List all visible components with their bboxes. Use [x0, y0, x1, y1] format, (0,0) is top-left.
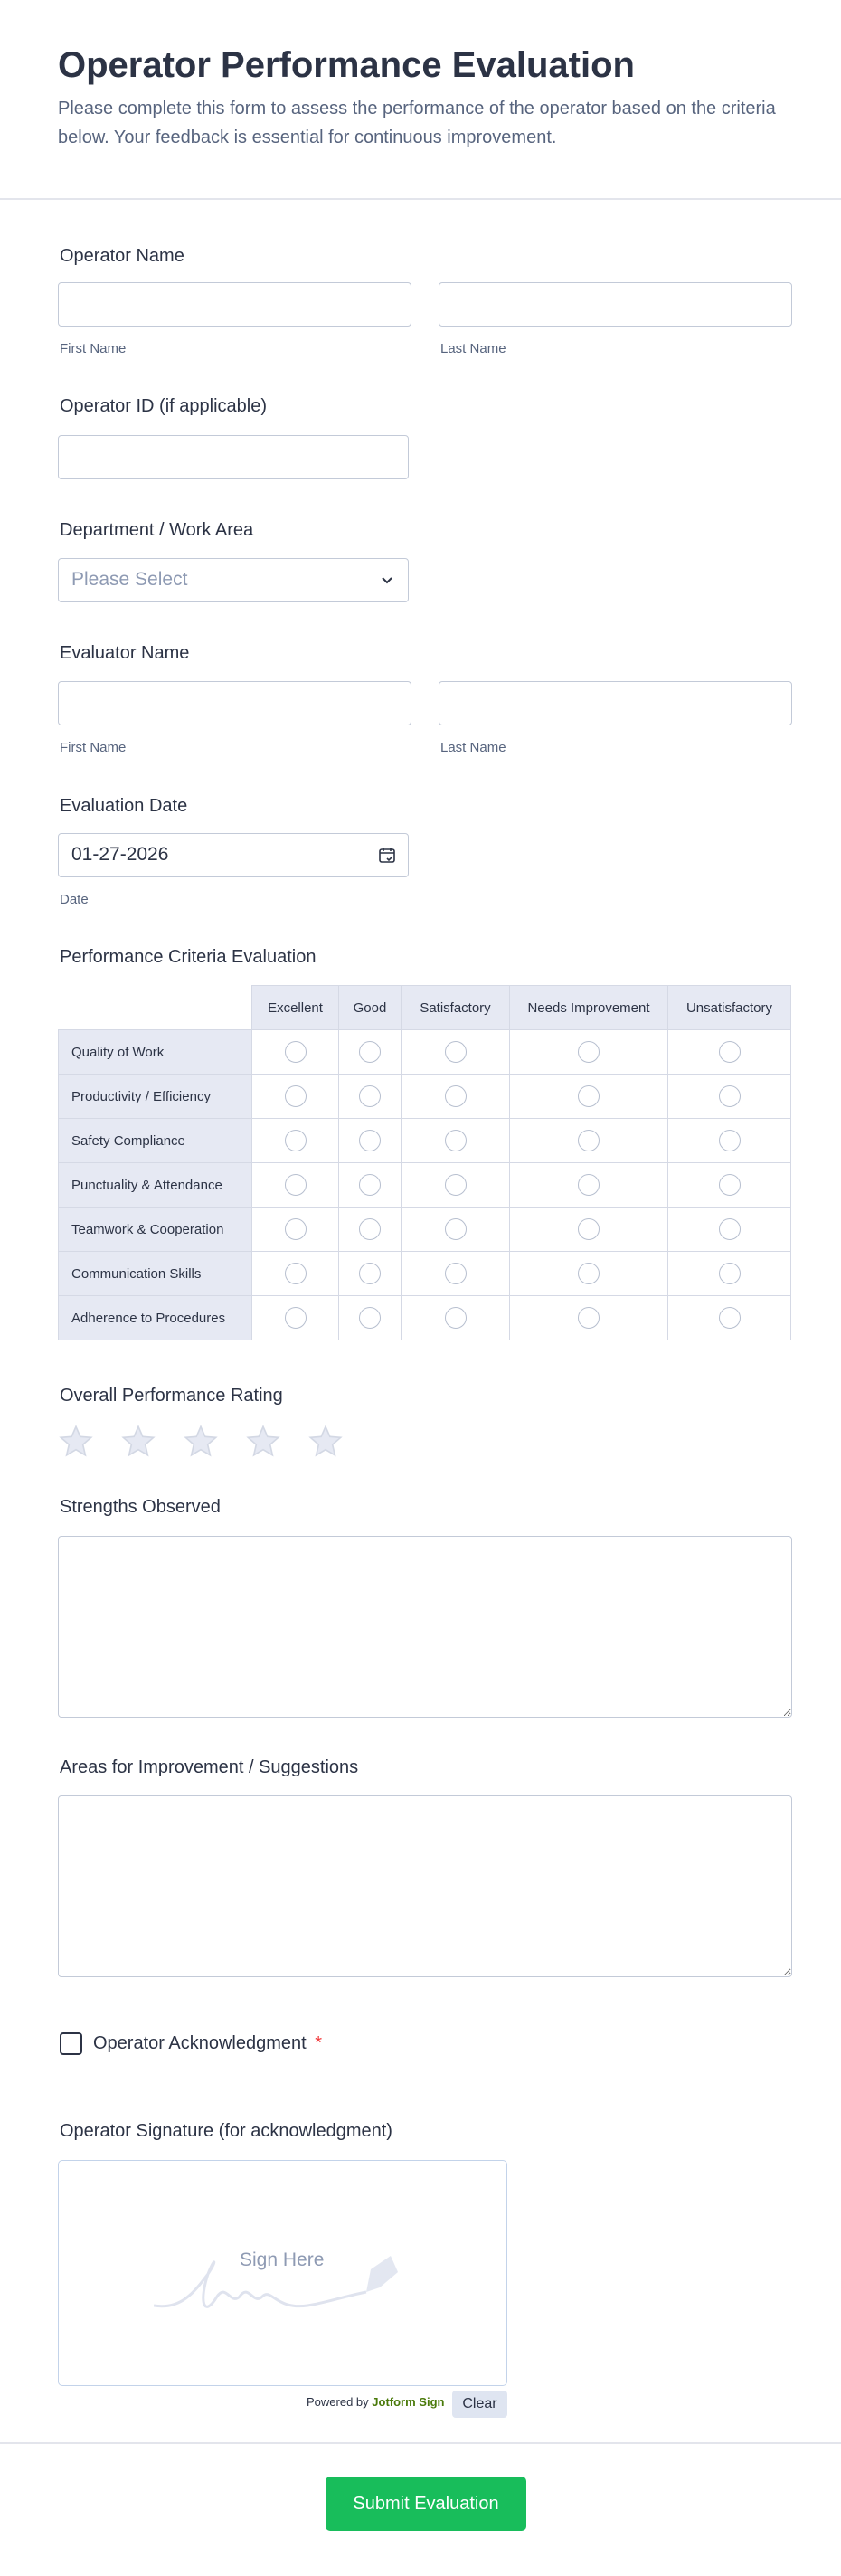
improvement-label: Areas for Improvement / Suggestions	[60, 1757, 359, 1777]
matrix-cell	[668, 1030, 791, 1075]
matrix-row-label: Adherence to Procedures	[59, 1296, 252, 1340]
evaluator-first-name-input[interactable]	[58, 681, 411, 725]
rating-radio[interactable]	[578, 1130, 600, 1151]
evaluation-date-input[interactable]	[58, 833, 409, 877]
page-title: Operator Performance Evaluation	[58, 45, 635, 85]
rating-label: Overall Performance Rating	[60, 1386, 283, 1406]
signature-label: Operator Signature (for acknowledgment)	[60, 2121, 392, 2141]
matrix-row	[59, 1030, 791, 1075]
operator-id-label: Operator ID (if applicable)	[60, 396, 267, 416]
department-selected: Please Select	[71, 569, 188, 590]
rating-radio[interactable]	[445, 1085, 467, 1107]
required-mark: *	[315, 2033, 323, 2053]
rating-radio[interactable]	[578, 1174, 600, 1196]
matrix-cell	[668, 1296, 791, 1340]
matrix-cell	[510, 1030, 668, 1075]
matrix-column-header: Good	[339, 986, 402, 1030]
star-icon[interactable]	[58, 1424, 94, 1460]
submit-button[interactable]: Submit Evaluation	[326, 2477, 526, 2531]
matrix-cell	[252, 1208, 339, 1252]
matrix-row	[59, 1252, 791, 1296]
matrix-cell	[668, 1252, 791, 1296]
matrix-cell	[339, 1075, 402, 1119]
calendar-icon[interactable]	[377, 845, 397, 865]
rating-radio[interactable]	[719, 1263, 741, 1284]
first-name-sublabel: First Name	[60, 341, 127, 356]
matrix-column-header: Needs Improvement	[510, 986, 668, 1030]
date-sublabel: Date	[60, 892, 89, 907]
page-description: Please complete this form to assess the performance of the operator based on the criteria below. Your feedback is essential for continuous improvement.	[58, 99, 776, 147]
matrix-cell	[252, 1252, 339, 1296]
acknowledgment-label: Operator Acknowledgment	[93, 2033, 307, 2053]
matrix-column-header: Unsatisfactory	[668, 986, 791, 1030]
matrix-cell	[339, 1119, 402, 1163]
rating-radio[interactable]	[578, 1041, 600, 1063]
matrix-cell	[668, 1208, 791, 1252]
matrix-cell	[402, 1252, 510, 1296]
matrix-cell	[339, 1030, 402, 1075]
powered-by	[307, 2395, 444, 2409]
strengths-textarea[interactable]	[58, 1536, 792, 1718]
matrix-corner	[59, 986, 252, 1030]
matrix-cell	[510, 1119, 668, 1163]
rating-radio[interactable]	[285, 1041, 307, 1063]
matrix-row-label: Teamwork & Cooperation	[59, 1208, 252, 1252]
matrix-cell	[510, 1075, 668, 1119]
rating-radio[interactable]	[445, 1130, 467, 1151]
rating-radio[interactable]	[719, 1085, 741, 1107]
rating-radio[interactable]	[445, 1041, 467, 1063]
matrix-cell	[252, 1163, 339, 1208]
matrix-cell	[668, 1119, 791, 1163]
department-select[interactable]	[58, 558, 409, 602]
matrix-row-label: Communication Skills	[59, 1252, 252, 1296]
chevron-down-icon	[377, 570, 397, 590]
rating-radio[interactable]	[359, 1041, 381, 1063]
rating-radio[interactable]	[285, 1130, 307, 1151]
matrix-cell	[402, 1163, 510, 1208]
operator-name-label: Operator Name	[60, 246, 184, 266]
rating-radio[interactable]	[285, 1174, 307, 1196]
matrix-row-label: Punctuality & Attendance	[59, 1163, 252, 1208]
jotform-sign-link[interactable]: Jotform Sign	[372, 2395, 445, 2409]
rating-radio[interactable]	[359, 1218, 381, 1240]
matrix-row-label: Safety Compliance	[59, 1119, 252, 1163]
rating-radio[interactable]	[359, 1307, 381, 1329]
rating-radio[interactable]	[578, 1307, 600, 1329]
clear-signature-button[interactable]: Clear	[452, 2391, 507, 2418]
matrix-row	[59, 1296, 791, 1340]
evaluation-date-value: 01-27-2026	[71, 844, 169, 865]
matrix-cell	[402, 1075, 510, 1119]
matrix-row	[59, 1163, 791, 1208]
matrix-row	[59, 1208, 791, 1252]
strengths-label: Strengths Observed	[60, 1497, 221, 1517]
matrix-cell	[252, 1075, 339, 1119]
matrix-cell	[402, 1208, 510, 1252]
star-icon[interactable]	[307, 1424, 344, 1460]
star-icon[interactable]	[183, 1424, 219, 1460]
matrix-cell	[252, 1296, 339, 1340]
first-name-sublabel: First Name	[60, 740, 127, 755]
matrix-row	[59, 1119, 791, 1163]
matrix-cell	[510, 1252, 668, 1296]
rating-radio[interactable]	[285, 1307, 307, 1329]
rating-radio[interactable]	[578, 1085, 600, 1107]
sign-here-placeholder: Sign Here	[240, 2249, 325, 2270]
matrix-cell	[339, 1208, 402, 1252]
rating-radio[interactable]	[285, 1218, 307, 1240]
rating-radio[interactable]	[719, 1218, 741, 1240]
acknowledgment-checkbox[interactable]	[60, 2032, 82, 2055]
acknowledgment-label-wrap	[93, 2033, 322, 2054]
matrix-cell	[402, 1119, 510, 1163]
evaluator-last-name-input[interactable]	[439, 681, 792, 725]
matrix-column-header: Excellent	[252, 986, 339, 1030]
rating-radio[interactable]	[445, 1263, 467, 1284]
last-name-sublabel: Last Name	[440, 740, 506, 755]
rating-radio[interactable]	[719, 1307, 741, 1329]
rating-radio[interactable]	[719, 1041, 741, 1063]
matrix-column-header: Satisfactory	[402, 986, 510, 1030]
rating-radio[interactable]	[359, 1130, 381, 1151]
matrix-cell	[402, 1030, 510, 1075]
matrix-cell	[339, 1163, 402, 1208]
matrix-cell	[252, 1030, 339, 1075]
signature-pad[interactable]	[58, 2160, 507, 2386]
rating-radio[interactable]	[445, 1174, 467, 1196]
rating-radio[interactable]	[285, 1263, 307, 1284]
department-label: Department / Work Area	[60, 520, 254, 540]
star-icon[interactable]	[245, 1424, 281, 1460]
matrix-cell	[510, 1208, 668, 1252]
star-icon[interactable]	[120, 1424, 156, 1460]
evaluator-name-label: Evaluator Name	[60, 643, 190, 663]
rating-radio[interactable]	[445, 1307, 467, 1329]
last-name-sublabel: Last Name	[440, 341, 506, 356]
rating-radio[interactable]	[285, 1085, 307, 1107]
rating-radio[interactable]	[359, 1174, 381, 1196]
improvement-textarea[interactable]	[58, 1795, 792, 1977]
matrix-row	[59, 1075, 791, 1119]
operator-last-name-input[interactable]	[439, 282, 792, 327]
signature-scribble-icon	[154, 2256, 416, 2319]
operator-first-name-input[interactable]	[58, 282, 411, 327]
criteria-label: Performance Criteria Evaluation	[60, 947, 317, 967]
powered-by-text: Powered by	[307, 2395, 369, 2409]
criteria-matrix	[58, 985, 791, 1340]
rating-radio[interactable]	[719, 1174, 741, 1196]
rating-radio[interactable]	[359, 1263, 381, 1284]
evaluation-date-label: Evaluation Date	[60, 796, 188, 816]
matrix-cell	[339, 1252, 402, 1296]
rating-radio[interactable]	[578, 1218, 600, 1240]
rating-radio[interactable]	[359, 1085, 381, 1107]
matrix-row-label: Productivity / Efficiency	[59, 1075, 252, 1119]
matrix-cell	[402, 1296, 510, 1340]
matrix-cell	[510, 1296, 668, 1340]
header-divider	[0, 198, 841, 200]
rating-radio[interactable]	[578, 1263, 600, 1284]
matrix-cell	[668, 1075, 791, 1119]
matrix-cell	[510, 1163, 668, 1208]
operator-id-input[interactable]	[58, 435, 409, 479]
rating-radio[interactable]	[719, 1130, 741, 1151]
rating-radio[interactable]	[445, 1218, 467, 1240]
matrix-cell	[252, 1119, 339, 1163]
matrix-row-label: Quality of Work	[59, 1030, 252, 1075]
matrix-cell	[668, 1163, 791, 1208]
matrix-cell	[339, 1296, 402, 1340]
footer-divider	[0, 2442, 841, 2444]
